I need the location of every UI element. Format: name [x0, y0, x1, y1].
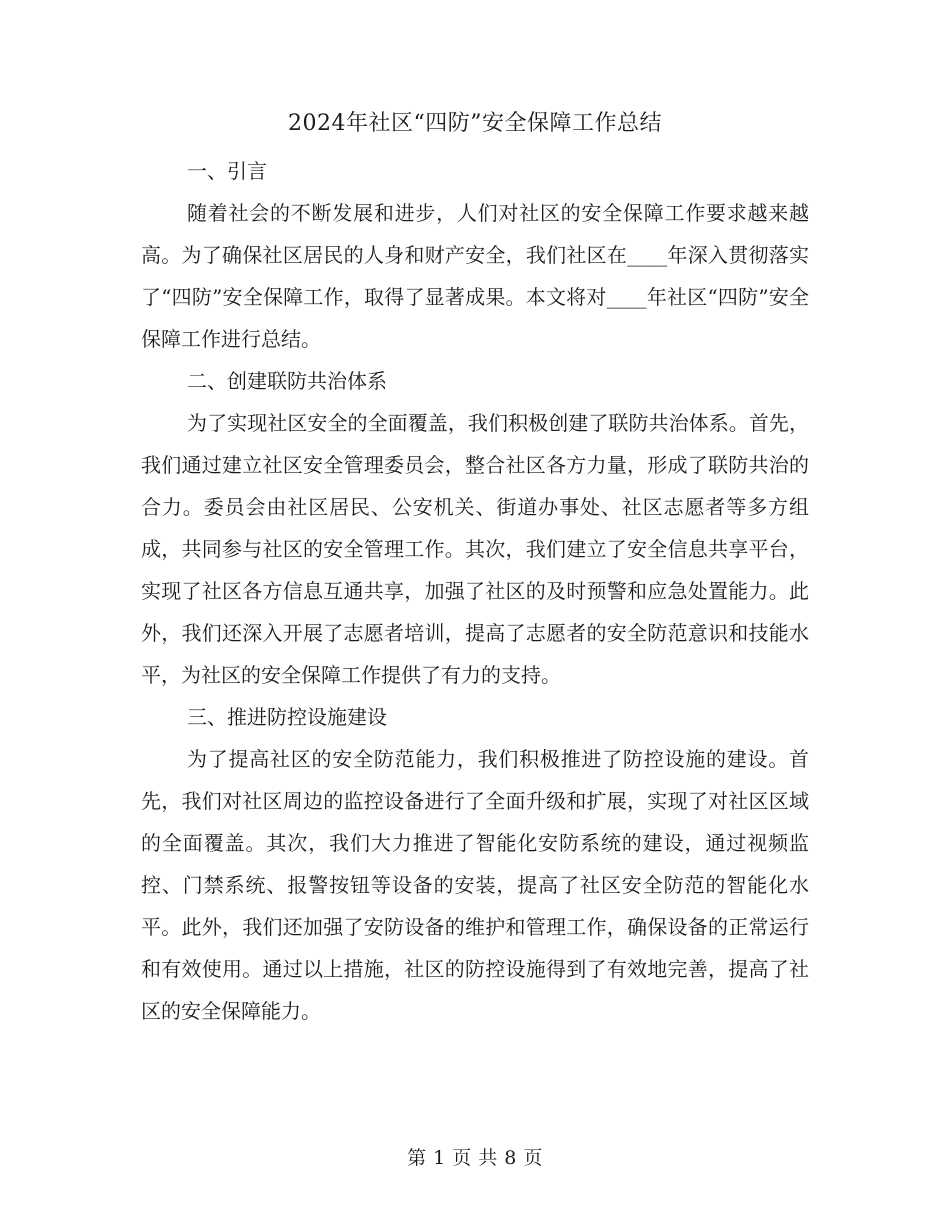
section-paragraph-intro: 随着社会的不断发展和进步，人们对社区的安全保障工作要求越来越高。为了确保社区居民的人身和财产安全，我们社区在____年深入贯彻落实了“四防”安全保障工作，取得了显著成果。本文将对____年社区“四防”安全保障工作进行总结。 [141, 201, 809, 351]
section-heading-intro: 一、引言 [187, 159, 267, 183]
page-number-footer: 第 1 页 共 8 页 [407, 1147, 543, 1169]
document-title: 2024年社区“四防”安全保障工作总结 [288, 111, 662, 136]
section-paragraph-facilities: 为了提高社区的安全防范能力，我们积极推进了防控设施的建设。首先，我们对社区周边的监控设备进行了全面升级和扩展，实现了对社区区域的全面覆盖。其次，我们大力推进了智能化安防系统的建设，通过视频监控、门禁系统、报警按钮等设备的安装，提高了社区安全防范的智能化水平。此外，我们还加强了安防设备的维护和管理工作，确保设备的正常运行和有效使用。通过以上措施，社区的防控设施得到了有效地完善，提高了社区的安全保障能力。 [141, 747, 809, 1023]
document-body [141, 150, 809, 1032]
section-paragraph-joint-defense: 为了实现社区安全的全面覆盖，我们积极创建了联防共治体系。首先，我们通过建立社区安全管理委员会，整合社区各方力量，形成了联防共治的合力。委员会由社区居民、公安机关、街道办事处、社区志愿者等多方组成，共同参与社区的安全管理工作。其次，我们建立了安全信息共享平台，实现了社区各方信息互通共享，加强了社区的及时预警和应急处置能力。此外，我们还深入开展了志愿者培训，提高了志愿者的安全防范意识和技能水平，为社区的安全保障工作提供了有力的支持。 [141, 411, 809, 687]
section-heading-joint-defense: 二、创建联防共治体系 [187, 369, 387, 393]
section-heading-facilities: 三、推进防控设施建设 [187, 705, 387, 729]
